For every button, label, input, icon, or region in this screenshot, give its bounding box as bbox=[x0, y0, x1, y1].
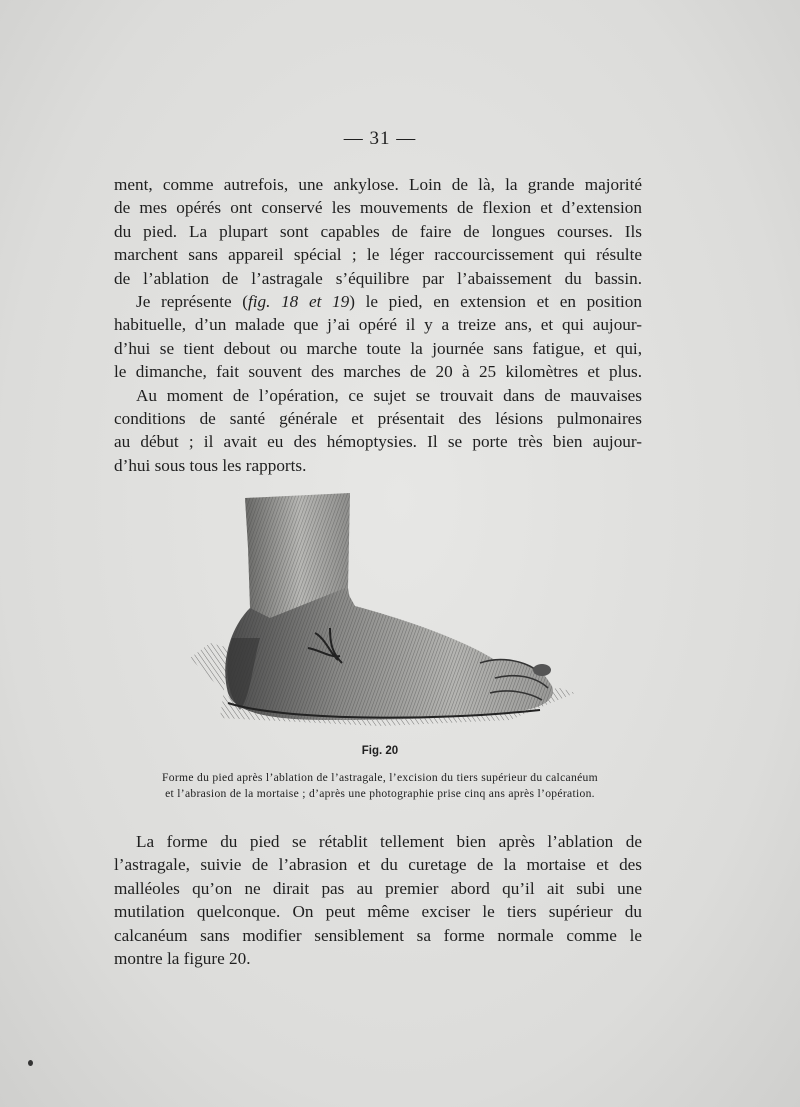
foot-engraving-icon bbox=[180, 488, 580, 733]
page-number: — 31 — bbox=[343, 128, 417, 149]
text-line: d’hui se tient debout ou marche toute la journée sans fatigue, et qui, bbox=[114, 338, 642, 358]
text-line: marchent sans appareil spécial ; le léger raccourcissement qui résulte bbox=[114, 245, 642, 265]
text-line: La forme du pied se rétablit tellement bien après l’ablation de bbox=[136, 832, 642, 851]
text-line: d’hui sous tous les rapports. bbox=[114, 455, 307, 475]
text-line: du pied. La plupart sont capables de faire de longues courses. Ils bbox=[114, 221, 642, 241]
ink-speck bbox=[28, 1060, 33, 1066]
text-line: calcanéum sans modifier sensiblement sa forme normale comme le bbox=[114, 925, 642, 945]
text-line: l’astragale, suivie de l’abrasion et du curetage de la mortaise et des bbox=[114, 855, 642, 875]
paragraph-3 bbox=[114, 384, 642, 478]
paragraph-2-end: ) le pied, en extension et en position bbox=[349, 292, 642, 312]
text-line: habituelle, d’un malade que j’ai opéré il y a treize ans, et qui aujour- bbox=[114, 315, 642, 335]
figure-label: Fig. 20 bbox=[361, 745, 399, 757]
text-line: de l’ablation de l’astragale s’équilibre par l’abaissement du bassin. bbox=[114, 268, 642, 288]
text-line: montre la figure 20. bbox=[114, 949, 251, 969]
paragraph-2 bbox=[114, 290, 642, 384]
paragraph-1 bbox=[114, 173, 642, 290]
body-text-bottom bbox=[114, 830, 642, 970]
text-line: au début ; il avait eu des hémoptysies. Il se porte très bien aujour- bbox=[114, 432, 642, 452]
text-line: Au moment de l’opération, ce sujet se trouvait dans de mauvaises bbox=[136, 385, 642, 405]
figure-reference: fig. 18 et 19 bbox=[247, 292, 350, 312]
text-line: ment, comme autrefois, une ankylose. Loin de là, la grande majorité bbox=[114, 175, 642, 194]
text-line: conditions de santé générale et présentait des lésions pulmonaires bbox=[114, 409, 642, 429]
text-line: malléoles qu’on ne dirait pas au premier abord qu’il ait subi une bbox=[114, 878, 642, 898]
figure-caption bbox=[116, 770, 644, 802]
text-line: de mes opérés ont conservé les mouvements de flexion et d’extension bbox=[114, 198, 642, 218]
text-line: mutilation quelconque. On peut même exciser le tiers supérieur du bbox=[114, 902, 642, 922]
paragraph-2-start: Je représente ( bbox=[136, 292, 248, 312]
text-line bbox=[114, 290, 642, 313]
body-text-top bbox=[114, 173, 642, 477]
text-line: le dimanche, fait souvent des marches de 20 à 25 kilomètres et plus. bbox=[114, 362, 642, 382]
caption-line: Forme du pied après l’ablation de l’astragale, l’excision du tiers supérieur du calcanéum bbox=[162, 771, 598, 784]
caption-line: et l’abrasion de la mortaise ; d’après une photographie prise cinq ans après l’opération. bbox=[165, 787, 595, 800]
paragraph-4 bbox=[114, 830, 642, 970]
foot-illustration bbox=[180, 488, 580, 733]
